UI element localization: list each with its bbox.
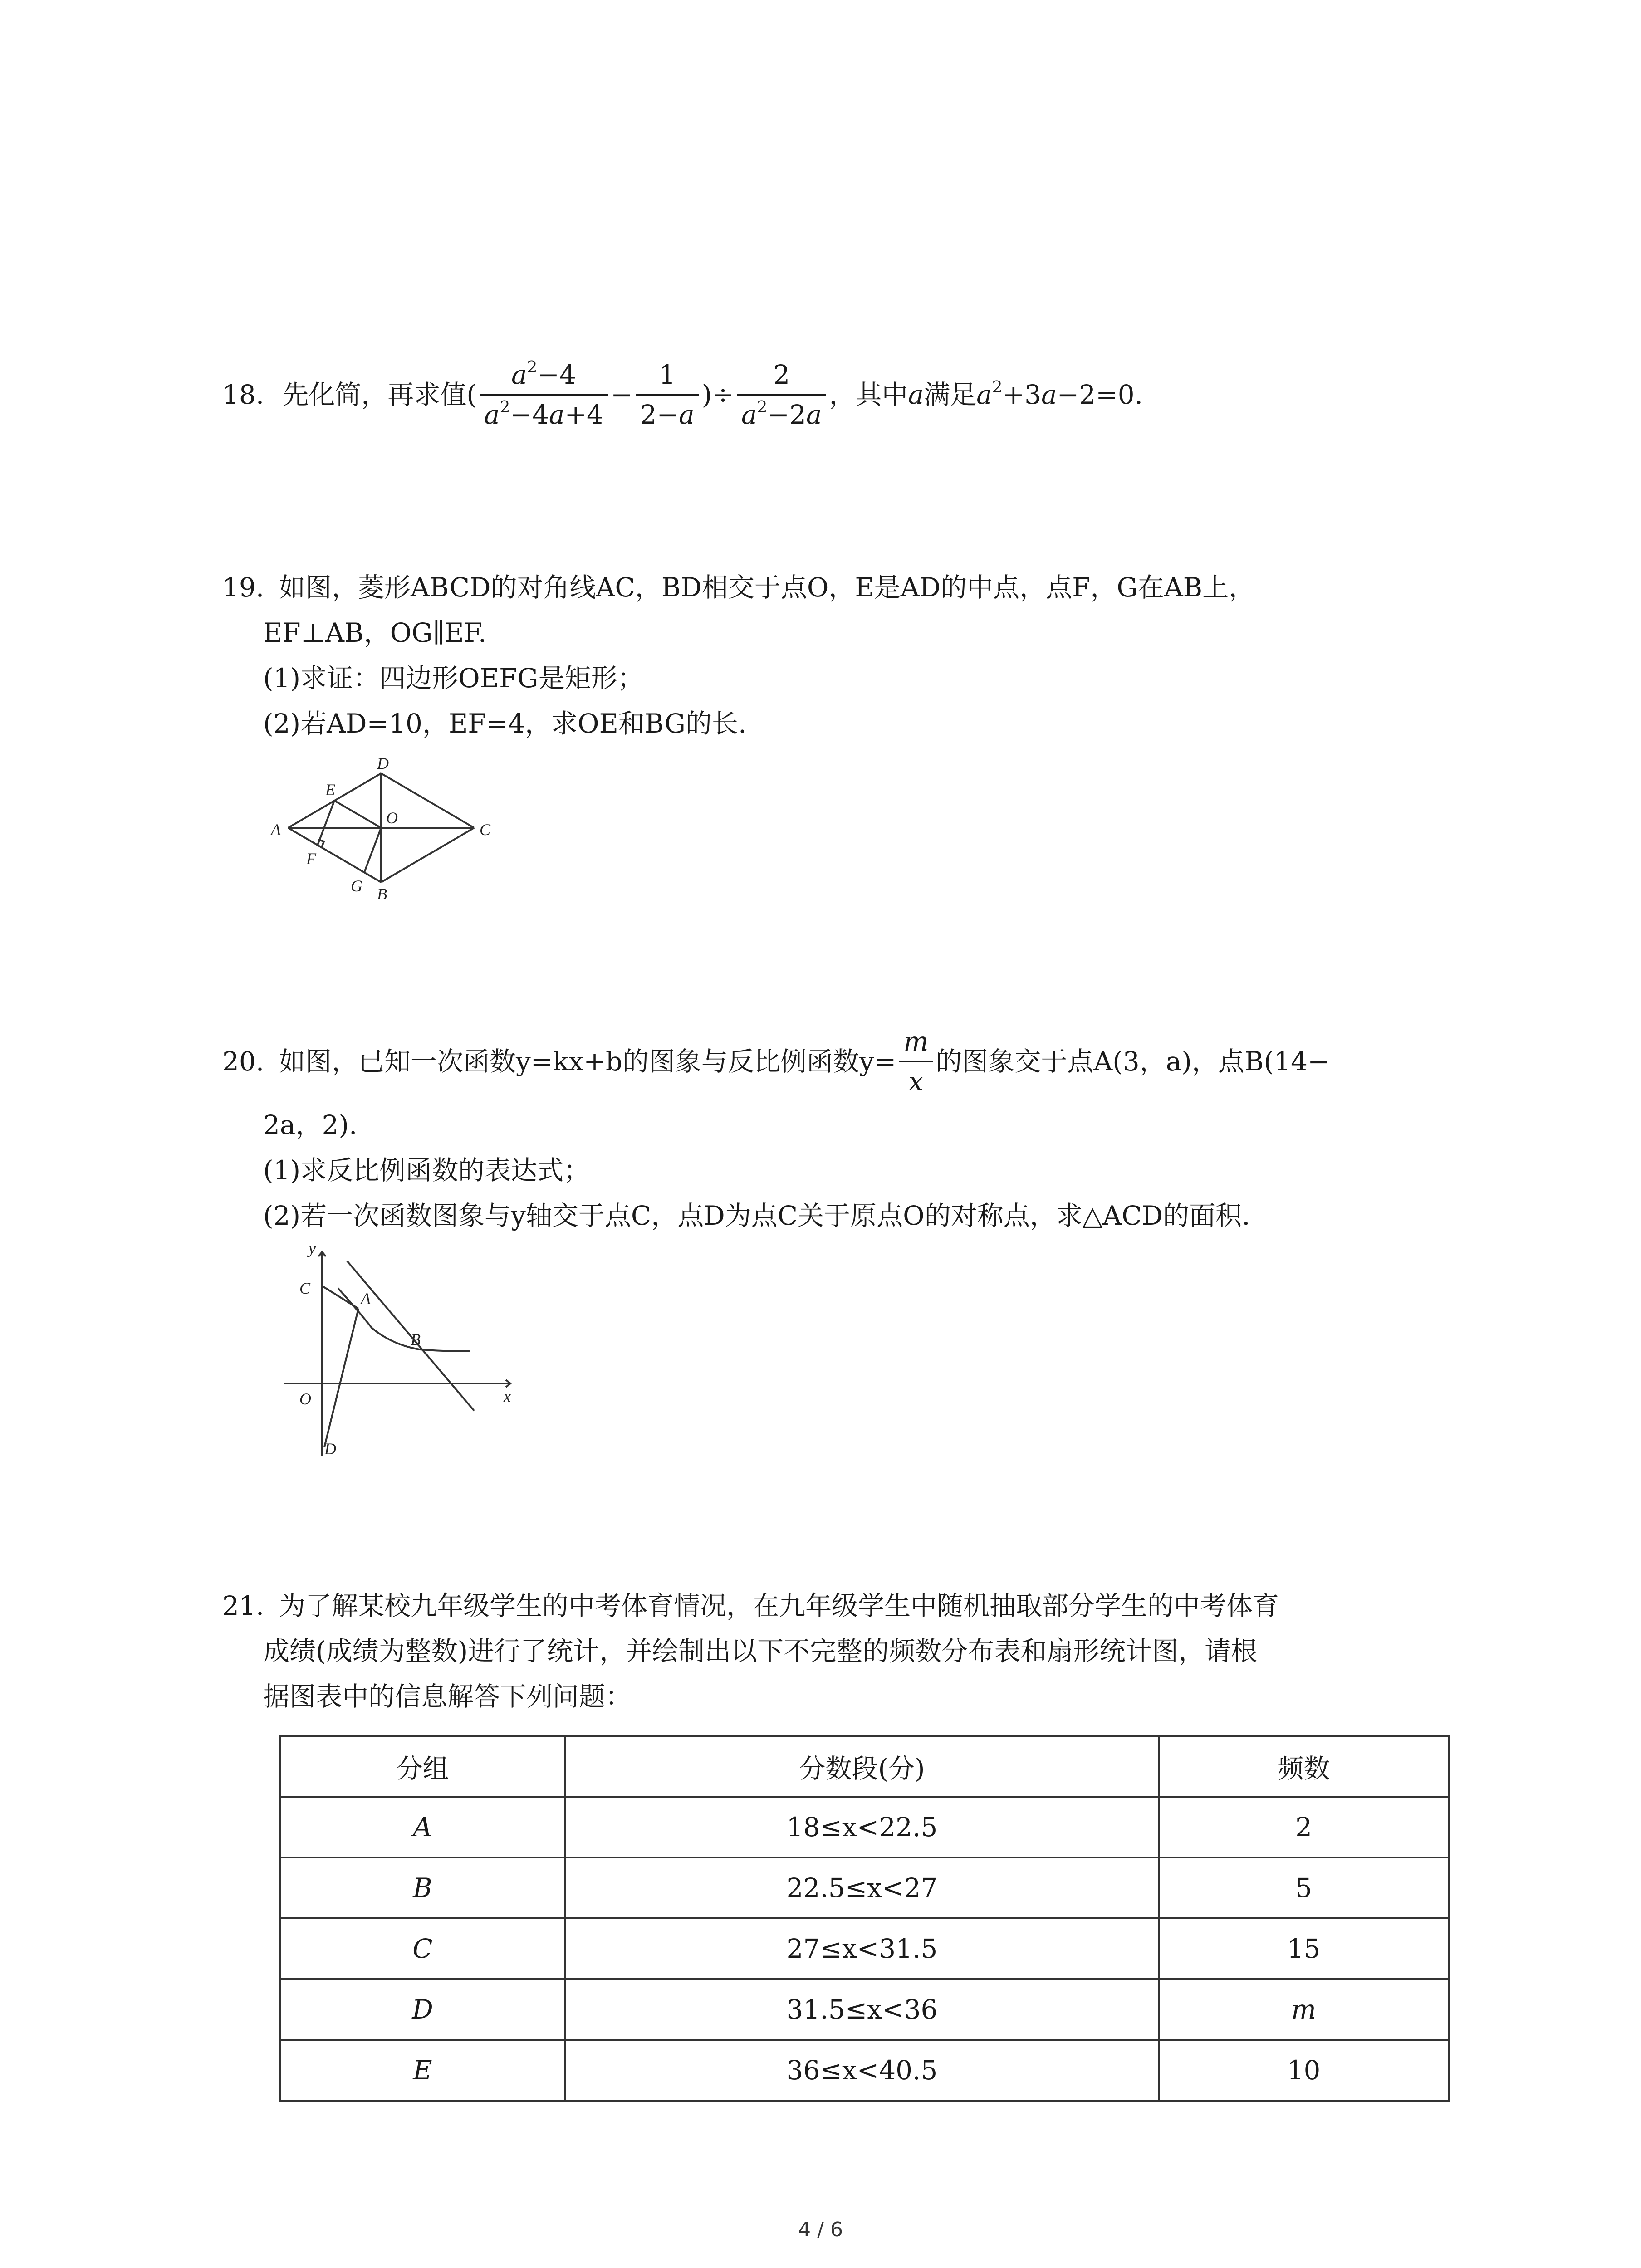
fraction-numerator: 2 xyxy=(737,356,827,396)
side-BA xyxy=(288,828,381,882)
fraction-denominator xyxy=(480,396,608,434)
label-F: F xyxy=(306,850,316,868)
term: −2 xyxy=(767,399,806,430)
label-B: B xyxy=(411,1330,421,1349)
question-text-line-2: 2a，2). xyxy=(263,1110,358,1140)
question-part-2: (2)若一次函数图象与y轴交于点C，点D为点C关于原点O的对称点，求△ACD的面积. xyxy=(263,1200,1250,1231)
term: +3 xyxy=(1002,379,1042,410)
exponent: 2 xyxy=(992,377,1003,396)
fraction-numerator: 1 xyxy=(636,356,699,396)
var-a: a xyxy=(741,399,757,430)
text-segment: 如图，已知一次函数y=kx+b的图象与反比例函数y= xyxy=(279,1046,896,1077)
question-text-line-1: 为了解某校九年级学生的中考体育情况，在九年级学生中随机抽取部分学生的中考体育 xyxy=(279,1590,1279,1621)
var-a: a xyxy=(484,399,500,430)
segment-EF xyxy=(318,801,334,845)
fraction-numerator xyxy=(480,356,608,396)
cell-frequency: 2 xyxy=(1159,1797,1449,1857)
question-text-line-3: 据图表中的信息解答下列问题： xyxy=(263,1681,632,1712)
label-C: C xyxy=(299,1279,311,1297)
label-O: O xyxy=(299,1390,311,1408)
var-a: a xyxy=(908,379,924,410)
cell-frequency: 15 xyxy=(1159,1918,1449,1979)
var-a: a xyxy=(549,399,565,430)
var-a: a xyxy=(1041,379,1057,410)
var-a: a xyxy=(679,399,695,430)
label-G: G xyxy=(351,877,362,895)
term: −4 xyxy=(510,399,549,430)
label-y: y xyxy=(309,1243,316,1257)
question-part-1: (1)求反比例函数的表达式； xyxy=(263,1155,590,1186)
fraction-1 xyxy=(480,356,608,434)
cell-group: B xyxy=(280,1857,565,1918)
fraction-denominator: x xyxy=(908,1066,924,1097)
var-a: a xyxy=(806,399,822,430)
cell-range: 22.5≤x<27 xyxy=(565,1857,1159,1918)
question-text-line-2: 成绩(成绩为整数)进行了统计，并绘制出以下不完整的频数分布表和扇形统计图，请根 xyxy=(263,1636,1258,1667)
frequency-table xyxy=(279,1735,1450,2102)
segment-OG xyxy=(364,828,381,872)
fraction-denominator xyxy=(737,396,827,434)
label-B: B xyxy=(377,885,387,903)
table-header-range: 分数段(分) xyxy=(565,1736,1159,1797)
question-19 xyxy=(222,565,1538,928)
table-header-group: 分组 xyxy=(280,1736,565,1797)
text: ，其中 xyxy=(829,379,908,410)
question-part-1: (1)求证：四边形OEFG是矩形； xyxy=(263,663,644,694)
question-text-line-2: EF⊥AB，OG∥EF. xyxy=(263,617,487,648)
table-row xyxy=(280,1797,1449,1857)
cell-frequency: m xyxy=(1159,1979,1449,2040)
term: 2− xyxy=(640,399,679,430)
cell-frequency: 5 xyxy=(1159,1857,1449,1918)
label-A: A xyxy=(271,821,281,839)
cell-group: E xyxy=(280,2040,565,2101)
label-x: x xyxy=(504,1387,511,1405)
label-D: D xyxy=(377,755,389,772)
table-row xyxy=(280,1857,1449,1918)
var-a: a xyxy=(976,379,992,410)
question-18 xyxy=(222,336,1538,454)
inverse-function-curve xyxy=(338,1288,470,1351)
term: −4 xyxy=(537,359,576,390)
question-20 xyxy=(222,1025,1538,1501)
table-row xyxy=(280,1979,1449,2040)
fraction-2 xyxy=(636,356,699,434)
question-text-line-1 xyxy=(279,1025,1330,1098)
cell-range: 31.5≤x<36 xyxy=(565,1979,1159,2040)
exponent: 2 xyxy=(757,397,768,416)
question-text: 先化简，再求值( xyxy=(282,379,477,410)
cell-group: A xyxy=(280,1797,565,1857)
minus-sign: − xyxy=(610,379,633,410)
cell-frequency: 10 xyxy=(1159,2040,1449,2101)
label-C: C xyxy=(480,821,491,839)
table-row xyxy=(280,2040,1449,2101)
segment-AD xyxy=(324,1309,358,1447)
cell-range: 18≤x<22.5 xyxy=(565,1797,1159,1857)
table-header-row xyxy=(280,1736,1449,1797)
label-O: O xyxy=(386,809,398,827)
question-part-2: (2)若AD=10，EF=4，求OE和BG的长. xyxy=(263,708,747,739)
term: −2=0. xyxy=(1057,379,1143,410)
label-A: A xyxy=(361,1290,371,1308)
exponent: 2 xyxy=(527,357,538,376)
text-segment: 的图象交于点A(3，a)，点B(14− xyxy=(936,1046,1330,1077)
label-E: E xyxy=(325,781,335,799)
page-number: 4 / 6 xyxy=(798,2218,843,2241)
term: +4 xyxy=(564,399,603,430)
question-number: 19. xyxy=(222,572,265,603)
table-header-frequency: 频数 xyxy=(1159,1736,1449,1797)
question-number: 21. xyxy=(222,1590,265,1621)
question-number: 18. xyxy=(222,379,265,410)
cell-group: D xyxy=(280,1979,565,2040)
fraction-numerator: m xyxy=(899,1022,933,1063)
text: 满足 xyxy=(924,379,977,410)
fraction-m-over-x xyxy=(899,1022,933,1101)
var-a: a xyxy=(511,359,527,390)
segment-EO xyxy=(334,801,381,828)
side-CB xyxy=(381,828,474,882)
fraction-denominator xyxy=(636,396,699,434)
cell-group: C xyxy=(280,1918,565,1979)
cell-range: 36≤x<40.5 xyxy=(565,2040,1159,2101)
exponent: 2 xyxy=(500,397,510,416)
cell-range: 27≤x<31.5 xyxy=(565,1918,1159,1979)
table-row xyxy=(280,1918,1449,1979)
fraction-3 xyxy=(737,356,827,434)
question-18-expression xyxy=(222,336,1143,454)
label-D: D xyxy=(324,1440,336,1458)
function-graph-figure xyxy=(274,1243,519,1461)
divide-sign: )÷ xyxy=(701,379,734,410)
condition-text xyxy=(829,372,1143,417)
rhombus-figure xyxy=(270,755,524,905)
question-number: 20. xyxy=(222,1046,265,1077)
question-text-line-1: 如图，菱形ABCD的对角线AC，BD相交于点O，E是AD的中点，点F，G在AB上， xyxy=(279,572,1255,603)
